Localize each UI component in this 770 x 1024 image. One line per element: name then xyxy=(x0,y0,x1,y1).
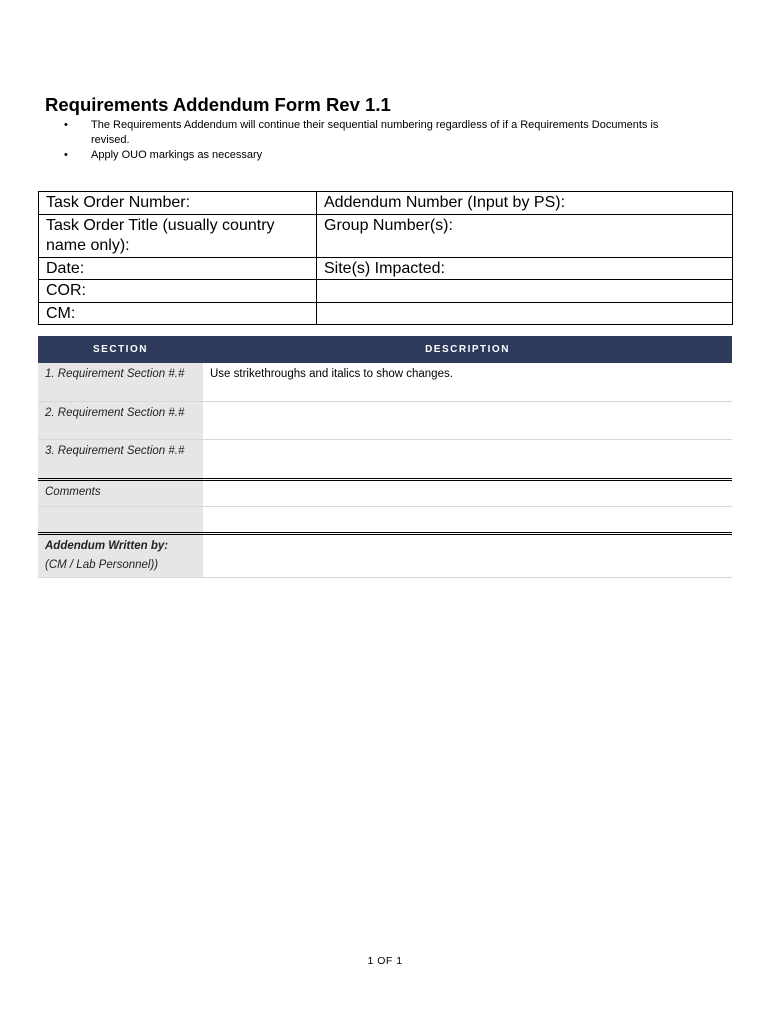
comments-label-blank xyxy=(38,506,203,533)
page-number: 1 OF 1 xyxy=(367,955,403,967)
table-row xyxy=(38,440,732,480)
task-order-info-table xyxy=(38,191,733,325)
sites-impacted-label[interactable]: Site(s) Impacted: xyxy=(317,257,733,280)
requirements-table xyxy=(38,336,732,578)
table-row xyxy=(38,363,732,401)
comments-row-blank xyxy=(38,506,732,533)
instructions-list xyxy=(64,118,684,163)
written-by-label: Addendum Written by: xyxy=(45,539,169,552)
task-order-title-label[interactable]: Task Order Title (usually country name only): xyxy=(39,214,317,257)
addendum-number-label[interactable]: Addendum Number (Input by PS): xyxy=(317,192,733,215)
requirement-section-cell[interactable]: 2. Requirement Section #.# xyxy=(38,401,203,440)
requirement-section-cell[interactable]: 1. Requirement Section #.# xyxy=(38,363,203,401)
written-by-sub-label: (CM / Lab Personnel)) xyxy=(45,559,159,571)
cm-value-cell[interactable] xyxy=(317,302,733,325)
cor-value-cell[interactable] xyxy=(317,280,733,303)
cor-label[interactable]: COR: xyxy=(39,280,317,303)
comments-cell[interactable] xyxy=(203,506,732,533)
comments-label: Comments xyxy=(38,479,203,506)
comments-cell[interactable] xyxy=(203,479,732,506)
instruction-item: • Apply OUO markings as necessary xyxy=(64,148,684,163)
requirement-description-cell[interactable]: Use strikethroughs and italics to show changes. xyxy=(203,363,732,401)
cm-label[interactable]: CM: xyxy=(39,302,317,325)
written-by-label-cell xyxy=(38,533,203,577)
date-label[interactable]: Date: xyxy=(39,257,317,280)
table-row xyxy=(38,401,732,440)
requirement-description-cell[interactable] xyxy=(203,440,732,480)
written-by-row xyxy=(38,533,732,577)
written-by-cell[interactable] xyxy=(203,533,732,577)
description-column-header: DESCRIPTION xyxy=(203,336,732,363)
comments-row xyxy=(38,479,732,506)
task-order-number-label[interactable]: Task Order Number: xyxy=(39,192,317,215)
group-numbers-label[interactable]: Group Number(s): xyxy=(317,214,733,257)
instruction-item: • The Requirements Addendum will continue their sequential numbering regardless of if a Requirements Documents is revised. xyxy=(64,118,684,148)
requirement-description-cell[interactable] xyxy=(203,401,732,440)
section-column-header: SECTION xyxy=(38,336,203,363)
page-title: Requirements Addendum Form Rev 1.1 xyxy=(45,94,391,115)
requirement-section-cell[interactable]: 3. Requirement Section #.# xyxy=(38,440,203,480)
